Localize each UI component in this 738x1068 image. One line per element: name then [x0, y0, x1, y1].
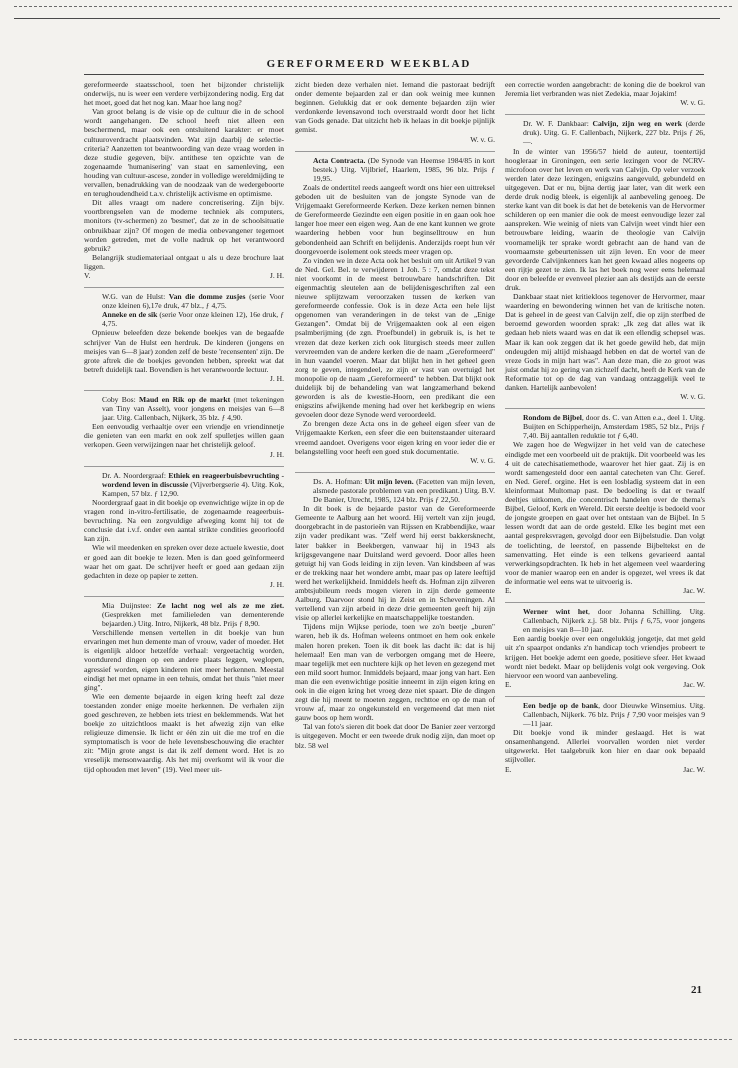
paragraph: Zoals de ondertitel reeds aangeeft wordt ons hier een uittreksel geboden uit de besluiten van de jongste Synode van de Vrijgemaakt Gereformeerde Kerken. Deze kerken nemen binnen de Gereformeerde Gezindte een eigen positie in en gaan ook hoe langer hoe meer een eigen weg. Aan de ene kant kunnen we grote waardering hebben voor hun beginselltrouw en hun gebondenheid aan Schrift en belijdenis. Anderzijds roept hun vér doorgevoerde isolement ook steeds meer vragen op.	[295, 182, 495, 256]
review-van-de-hulst	[84, 287, 284, 383]
signature: J. H.	[269, 579, 284, 589]
paragraph: zicht bieden deze verhalen niet. Iemand die pastoraat bedrijft onder demente bejaarden zal er dan ook weinig mee kunnen beginnen. Gelukkig dat er ook demente bejaarden zijn wier verdonkerde levensavond toch overstraald wordt door het licht van Gods genade. Dat uitzicht heb ik helaas in dit boekje pijnlijk gemist.	[295, 80, 495, 135]
paragraph: Zo vinden we in deze Acta ook het besluit om uit Artikel 9 van de Ned. Gel. Bel. te verwijderen 1 Joh. 5 : 7, omdat deze tekst niet voorkomt in de meest betrouwbare handschriften. Dit eigenmachtig sleutelen aan de belijdenisgeschriften zal een nieuwe splijtzwam veroorzaken tussen de kerken van gereformeerde confessie. Ook is in deze Acta een hele lijst opgenomen van veranderingen in de tekst van de „Enige Gezangen". Omdat bij de Vrijgemaakten ook al een eigen psalmberijming (de zgn. Proefbundel) in gebruik is, is het te vrezen dat deze kerken zich ook liturgisch steeds meer zullen vervreemden van de andere kerken die de naam „Gereformeerd" in hun vaandel voeren. Maar dat blijkt hen in het geheel geen zorg te geven, integendeel, ze zijn er vast van overtuigd het monopolie op de naam „Gereformeerd" te hebben. Dat blijkt ook duidelijk bij de behandeling van wat langzamerhand bekend geworden is als de kwestie-Hoorn, een predikant die een enigszins afwijkende mening had over het kerkbegrip en wiens gevoelen door deze Synode werd veroordeeld.	[295, 255, 495, 420]
review-heading: W.G. van de Hulst: Van die domme zusjes (serie Voor onze kleinen 6),17e druk, 47 blz., ƒ 4,75.	[102, 292, 284, 311]
review-heading: Een bedje op de bank, door Dieuwke Winsemius. Uitg. Callenbach, Nijkerk. 76 blz. Prijs ƒ 7,90 voor meisjes van 9—11 jaar.	[523, 700, 705, 729]
review-heading: Ds. A. Hofman: Uit mijn leven. (Facetten van mijn leven, alsmede pastorale problemen van een predikant.) Uitg. B.V. De Banier, Utrecht, 1985, 124 blz. Prijs ƒ 22,50.	[313, 476, 495, 505]
review-heading: Werner wint het, door Johanna Schilling. Uitg. Callenbach, Nijkerk z.j. 58 blz. Prijs ƒ 6,75, voor jongens en meisjes van 8—10 jaar.	[523, 607, 705, 635]
review-heading: Acta Contracta. (De Synode van Heemse 1984/85 in kort bestek.) Uitg. Vijlbrief, Haarlem, 1985, 96 blz. Prijs ƒ 19,95.	[313, 155, 496, 183]
column-2	[295, 80, 495, 752]
paragraph: In de winter van 1956/57 hield de auteur, toentertijd hoogleraar in Groningen, een serie lezingen voor de NCRV-microfoon over het leven en werk van Calvijn. Op veler verzoek werden later deze lezingen, enigszins aangevuld, gebundeld en uitgegeven. Dat er nu, bijna dertig jaar later, van dit werk een derde druk nodig bleek, is eigenlijk al aanbeveling genoeg. De sterke kant van dit boek is dat het de betekenis van de Hervormer schilderen op een manier die ook de meest eenvoudige lezer zal aanspreken. Wie weinig of niets van Calvijn weet vindt hier een betrouwbare leiding, waarin de theologie van Calvijn voornamelijk ter sprake wordt gebracht aan de hand van de voornaamste gebeurtenissen uit zijn leven. En voor de meer gevorderde Calvijnkenners kan het geen kwaad alles nogeens op een rijtje gezet te zien. Ik las het boek nog weer eens helemaal door en beleefde er evenveel plezier aan als destijds aan de eerste druk.	[505, 146, 705, 292]
signature: W. v. G.	[470, 134, 495, 144]
paragraph: Een eenvoudig verhaaltje over een vriendje en vriendinnetje die genieten van een markt en ook zelf spulletjes willen gaan verkopen. Geen verwijzingen naar het christelijk geloof.	[84, 422, 284, 450]
signature: J. H.	[269, 449, 284, 459]
column-3	[505, 80, 705, 776]
review-heading: Anneke en de sik (serie Voor onze kleinen 12), 16e druk, ƒ 4,75.	[102, 310, 284, 329]
review-dankbaar	[505, 114, 705, 401]
paragraph: Van groot belang is de visie op de cultuur die in de school wordt aangehangen. De school heeft niet alleen een beschermend, maar ook een ontsluitend karakter: er moet cultuuroverdracht plaatsvinden. Wat zijn daarbij de selectie-criteria? Aanzetten tot beantwoording van deze vraag worden in deze studie gegeven, bijv. antithese ten opzichte van de zogenaamde 'humanisering' van staat en samenleving, een houding van cultuur-ascese, zonder in volledige wereldmijding te vervallen, benadrukking van de noodzaak van de wedergeboorte en terughoudendheid t.a.v. christelijk activisme en optimisme.	[84, 107, 284, 199]
review-bos	[84, 390, 284, 459]
signature: E. Jac. W.	[505, 679, 705, 689]
signature: E. Jac. W.	[505, 585, 705, 595]
paragraph: Dankbaar staat niet kritiekloos tegenover de Hervormer, maar waardering en bewondering winnen het van de kritische noten. Dat is geheel in de geest van Calvijn zelf, die op zijn sterfbed de beroemd geworden woorden sprak: „Ik zeg dat alles wat ik gedaan heb niets waard was en dat ik een ellendig schepsel was. Maar ik kan ook zeggen dat ik het goede gewild heb, dat mijn ondeugden mij altijd mishaagd hebben en dat de wortel van de vreze Gods in mijn hart was". Aan deze man, die zo groot was juist omdat hij zo gering van zichzelf dacht, heeft de Kerk van de Reformatie tot op de dag van vandaag ontzaggelijk veel te danken. Hartelijk aanbevolen!	[505, 292, 705, 392]
scan-bottom-edge	[14, 1039, 732, 1040]
paragraph: Tijdens mijn Wijkse periode, toen we zo'n beetje „buren" waren, heb ik ds. Hofman weleens ontmoet en hem ook enkele malen horen preken. Toen ik dit boek las dacht ik: dat is hij helemaal! Een man van de verborgen omgang met de Heere, maar tegelijk met een nuchtere kijk op het leven en gezegend met een mild soort humor. Inmiddels bejaard, maar jong van hart. Een man die een evenwichtige positie inneemt in zijn eigen kring en ook in die eigen kring het vroeg deze niet spaart. Die de dingen zegt die hij meent te moeten zeggen, rechttoe en op de man of vrouw af, maar zo ongekunsteld en vergemeend dat men niet gauw boos op hem wordt.	[295, 622, 495, 723]
review-heading: Coby Bos: Maud en Rik op de markt (met tekeningen van Tiny van Asselt), voor jongens en meisjes van 6—8 jaar. Uitg. Callenbach, Nijkerk, 35 blz. ƒ 4,90.	[102, 395, 284, 423]
page-header: GEREFORMEERD WEEKBLAD	[266, 58, 472, 70]
review-werner-wint-het	[505, 602, 705, 689]
paragraph: Wie wil meedenken en spreken over deze actuele kwestie, doet er goed aan dit boekje te lezen. Men is dan goed geïnformeerd waar het om gaat. De schrijver heeft er goed aan gedaan zijn gedachten in deze op papier te zetten.	[84, 543, 284, 580]
paragraph: Dit alles vraagt om nadere concretisering. Zijn bijv. voortbrengselen van de moderne techniek als computers, monitors (tv-schermen) zo 'besmet', dat ze in de schoolsituatie onbruikbaar zijn? Of mogen de media onbevangener tegemoet worden getreden, met de volle nadruk op het verantwoord gebruik?	[84, 198, 284, 253]
paragraph: gereformeerde staatsschool, toen het bijzonder christelijk onderwijs, nu is weer een verdere verbijzondering nodig. Erg dat het moet, goed dat het nog kan. Maar hoe lang nog?	[84, 80, 284, 108]
column-1	[84, 80, 284, 776]
signature: E. Jac. W.	[505, 764, 705, 774]
signature: J. H.	[269, 373, 284, 383]
review-duijnstee	[84, 596, 284, 774]
paragraph: Belangrijk studiemateriaal ontgaat u als u deze brochure laat liggen.	[84, 252, 284, 271]
paragraph: Zo brengen deze Acta ons in de geheel eigen sfeer van de Vrijgemaakte Kerken, een sfeer die een buitenstaander uiteraard vreemd aandoet. Overigens voor eigen kring en voor ieder die er belangstelling voor heeft een goed stuk documentatie.	[295, 419, 495, 456]
signature: W. v. G.	[470, 455, 495, 465]
review-bedje-op-de-bank	[505, 696, 705, 774]
paragraph: een correctie worden aangebracht: de koning die de boekrol van Jeremia liet verbranden was niet Zedekia, maar Jojakim!	[505, 80, 705, 99]
paragraph: Verschillende mensen vertellen in dit boekje van hun ervaringen met hun demente man of vrouw, vader of moeder. Het is eigenlijk aldoor hetzelfde verhaal: vergeetachtig worden, voortdurend dingen op een andere plaats leggen, weglopen, agressief worden, eigen kinderen niet meer herkennen. Meestal eindigt het met opname in een tehuis, omdat het thuis "niet meer ging".	[84, 628, 284, 692]
signature: V. J. H.	[84, 270, 284, 280]
paragraph: Een aardig boekje over een ongelukkig jongetje, dat met geld uit z'n spaarpot ondanks z'n handicap toch vriendjes probeert te krijgen. Het boekje ademt een goede, positieve sfeer. Het kwaad wordt niet bedekt. Maar op belijdenis volgt ook vergeving. Ook hiervoor een woord van aanbeveling.	[505, 634, 705, 680]
signature: W. v. G.	[680, 392, 705, 402]
review-hofman	[295, 472, 495, 750]
review-noordergraaf	[84, 466, 284, 589]
review-heading: Mia Duijnstee: Ze lacht nog wel als ze me ziet. (Gesprekken met familieleden van dementerende bejaarden.) Uitg. Intro, Nijkerk, 48 blz. Prijs ƒ 8,90.	[102, 600, 284, 629]
review-heading: Dr. A. Noordergraaf: Ethiek en reageerbuisbevruchting - wordend leven in discussie (Vijverbergserie 4). Uitg. Kok, Kampen, 57 blz. ƒ 12,90.	[102, 470, 284, 498]
review-heading: Rondom de Bijbel, door ds. C. van Atten e.a., deel 1. Uitg. Buijten en Schipperheijn, Amsterdam 1985, 52 blz., Prijs ƒ 7,40. Bij aantallen reduktie tot ƒ 6,40.	[523, 413, 705, 441]
scan-top-edge	[14, 6, 732, 7]
header-rule	[84, 74, 704, 75]
paragraph: Dit boekje vond ik minder geslaagd. Het is wat onsamenhangend. Allerlei voorvallen worden niet verder uitgewerkt. Het taalgebruik kon hier en daar ook bepaald stijlvoller.	[505, 728, 705, 765]
top-border-line	[14, 18, 720, 19]
signature: W. v. G.	[680, 98, 705, 108]
paragraph: Noordergraaf gaat in dit boekje op evenwichtige wijze in op de vragen rond in-vitro-fertilisatie, de zogenaamde reageerbuis-bevruchting. Na een zorgvuldige afweging komt hij tot de conclusie dat i.v.f. onder een aantal strikte condities geoorloofd kan zijn.	[84, 497, 284, 544]
paragraph: Wie een demente bejaarde in eigen kring heeft zal deze toestanden zonder enige moeite herkennen. De verhalen zijn goed geschreven, ze hebben iets triest en beklemmends. Wat het boekje zo uitzichtloos maakt is het afwezig zijn van elke religieuze dimensie. Ik licht er één zin uit die me trof en die symptomatisch is voor de hele levensbeschouwing die erachter zit: "Mijn grote angst is dat ik zelf dement word. Het is zo vreselijk mensonwaardig. Als het mij overkomt wil ik voor die tijd ophouden met leven" (19). Veel meer uit-	[84, 691, 284, 774]
paragraph: We zagen hoe de Wegwijzer in het veld van de catechese eindigde met een voorbeeld uit de praktijk. Dit voorbeeld was les 4 uit de catechisatiemethode, waarover het hier gaat. Zij is en wordt samengesteld door een aantal catecheten van Chr. Geref. en Ned. Geref. orgine. Het is een losbladig systeem dat in een kleinformaat Multomap past. De bedoeling is dat er twaalf deeltjes uitkomen, die concentrisch handelen over de thema's Bijbel, Geloof, Kerk en Wereld. Dit eerste deeltje is bedoeld voor de jongste groepen en gaat over het ontstaan van de Bijbel. In 5 lessen wordt dat aan de orde gesteld. Elke les begint met een aantal gespreksvragen, gevolgd door een Bijbelstudie. Dan volgt de toelichting, de leerstof, en passende Bijbeltekst en de samenvatting. Het einde is een telkens gevarieerd aantal verwerkingsopdrachten. Ik heb in het algemeen veel waardering voor de manier waarop een en ander is opgezet, wel vrees ik dat de informatie wel eens wat te uitvoerig is.	[505, 440, 705, 586]
review-acta-contracta	[295, 151, 495, 465]
paragraph: Opnieuw beleefden deze bekende boekjes van de begaafde schrijver Van de Hulst een herdruk. De kinderen (jongens en meisjes van 6—8 jaar) zonden zelf de beste 'recensenten' zijn. De grote aftrek die de boekjes gevonden hebben, spreekt wat dat betreft duidelijk taal. Bovendien is het verantwoorde lectuur.	[84, 328, 284, 374]
page-number: 21	[691, 984, 702, 996]
paragraph: Tal van foto's sieren dit boek dat door De Banier zeer verzorgd is uitgegeven. Mocht er een tweede druk nodig zijn, dan moet op blz. 58 wel	[295, 722, 495, 750]
paragraph: In dit boek is de bejaarde pastor van de Gereformeerde Gemeente te Aalburg aan het woord. Hij vertelt van zijn jeugd, doorgebracht in de pastorieën van Rijssen en Krabbendijke, waar zijn vader predikant was. "Zelf werd hij eerst bakkersknecht, later bakker in Beekbergen, vanwaar hij in 1943 als krijgsgevangene naar Duitsland werd gevoerd. Door alles heen getuigt hij van Gods leiding in zijn leven. Van kindsbeen af was er de trekking naar het wondere ambt, maar pas op latere leeftijd werd het werkelijkheid. Inmiddels heeft ds. Hofman zijn zilveren ambtsjubileum reeds mogen vieren in zijn derde gemeente Aalburg. Daarvoor stond hij in Zeist en in Scheveningen. Al vertellend van zijn arbeid in deze drie gemeenten geeft hij zijn visie op allerlei kerkelijke en maatschappelijke toestanden.	[295, 504, 495, 623]
review-rondom-de-bijbel	[505, 408, 705, 595]
review-heading: Dr. W. F. Dankbaar: Calvijn, zijn weg en werk (derde druk). Uitg. G. F. Callenbach, Nijkerk, 227 blz. Prijs ƒ 26,—.	[523, 119, 705, 147]
